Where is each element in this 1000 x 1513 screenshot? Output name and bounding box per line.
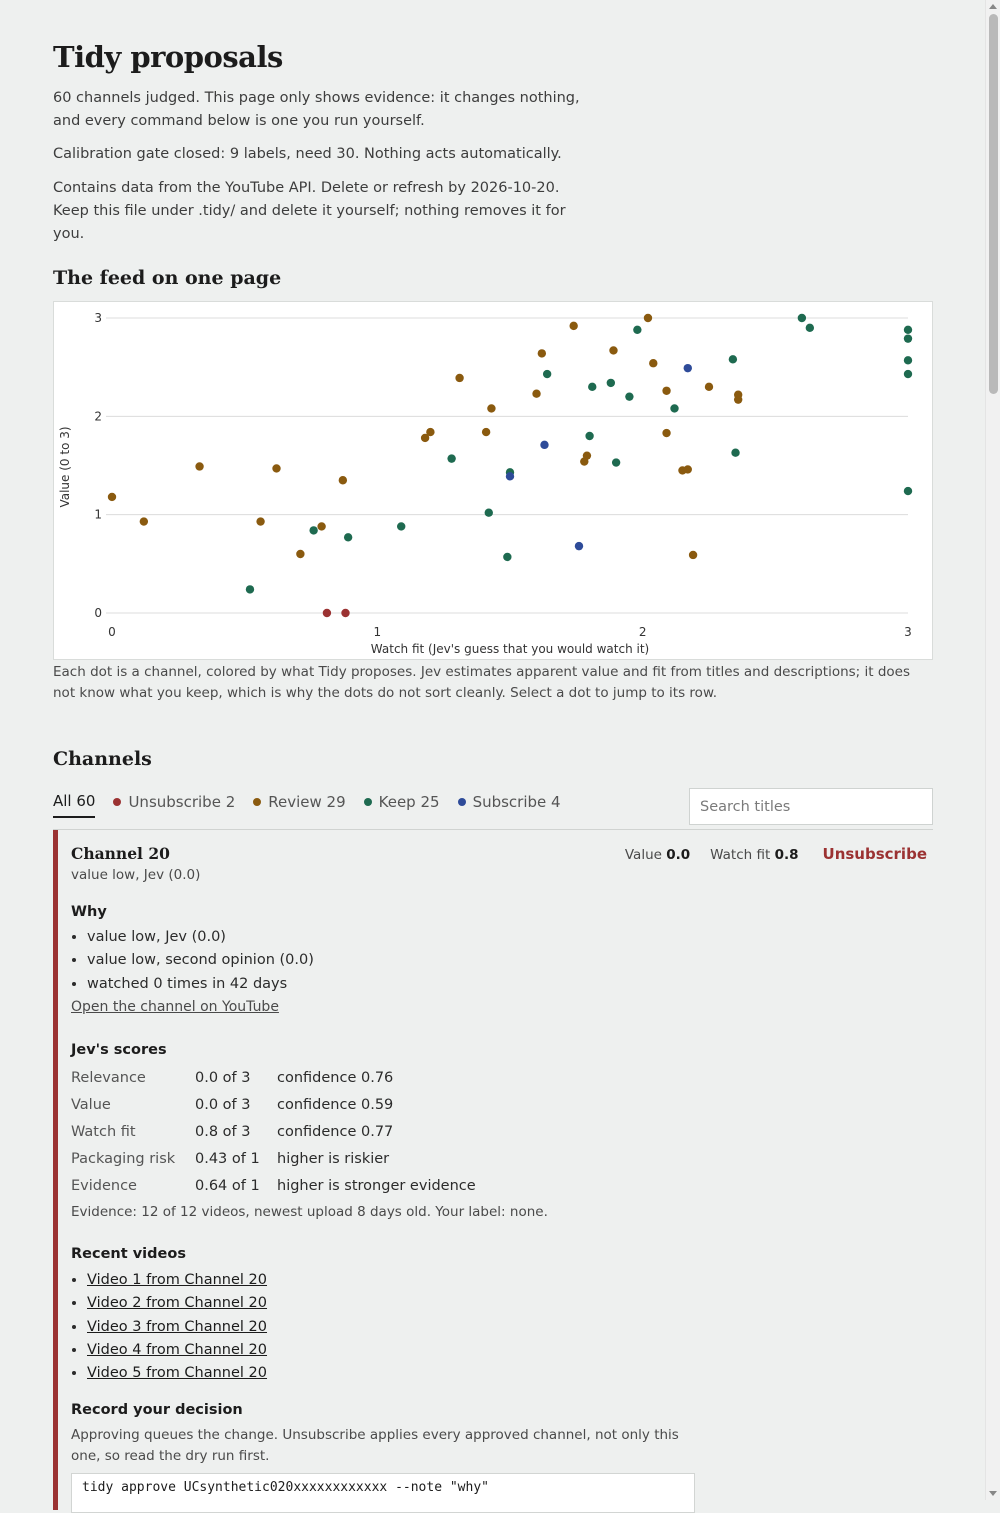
chart-caption: Each dot is a channel, colored by what Tidy proposes. Jev estimates apparent value and fit from titles and descriptions; it does not know what you keep, which is why the dots do not sort cleanly. Select a dot to jump to its row.: [53, 664, 911, 701]
score-note: higher is stronger evidence: [277, 1178, 476, 1195]
feed-heading: The feed on one page: [53, 267, 282, 289]
calibration-note: Calibration gate closed: 9 labels, need 30. Nothing acts automatically.: [53, 146, 562, 162]
channel-dot-subscribe[interactable]: [684, 364, 692, 372]
x-tick-label: 2: [638, 625, 647, 639]
x-tick-label: 3: [904, 625, 912, 639]
channel-dot-subscribe[interactable]: [575, 542, 583, 550]
channel-dot-review[interactable]: [569, 322, 577, 330]
score-value: 0.0 of 3: [195, 1069, 251, 1086]
why-item: • value low, Jev (0.0): [87, 926, 314, 949]
channel-dot-keep[interactable]: [447, 454, 455, 462]
scroll-up-icon[interactable]: [989, 4, 997, 9]
channel-metrics: [625, 845, 927, 863]
channel-dot-review[interactable]: [644, 314, 652, 322]
channel-dot-review[interactable]: [538, 349, 546, 357]
score-value: 0.0 of 3: [195, 1096, 251, 1113]
subscribe-dot-icon: [458, 798, 466, 806]
video-link[interactable]: Video 1 from Channel 20: [87, 1272, 268, 1288]
filter-label: Review 29: [268, 793, 346, 811]
channel-dot-review[interactable]: [455, 374, 463, 382]
channel-dot-review[interactable]: [705, 383, 713, 391]
filter-label: Subscribe 4: [472, 793, 561, 811]
why-heading: Why: [71, 904, 107, 920]
filter-all[interactable]: [53, 792, 95, 818]
channel-dot-review[interactable]: [426, 428, 434, 436]
decision-heading: Record your decision: [71, 1402, 243, 1418]
score-label: Watch fit: [71, 1123, 136, 1140]
page-title: Tidy proposals: [53, 40, 283, 74]
video-link[interactable]: Video 4 from Channel 20: [87, 1341, 268, 1358]
fit-metric-label: Watch fit: [710, 847, 771, 863]
channel-dot-review[interactable]: [272, 464, 280, 472]
score-row: [71, 1146, 476, 1173]
channel-dot-review[interactable]: [662, 387, 670, 395]
x-tick-label: 0: [108, 625, 116, 639]
score-row: [71, 1118, 476, 1145]
score-value: 0.43 of 1: [195, 1151, 260, 1168]
channel-dot-review[interactable]: [296, 550, 304, 558]
scroll-down-icon[interactable]: [989, 1491, 997, 1496]
video-link[interactable]: Video 2 from Channel 20: [87, 1295, 268, 1312]
channel-dot-unsubscribe[interactable]: [341, 609, 349, 617]
channel-dot-review[interactable]: [684, 465, 692, 473]
youtube-channel-link[interactable]: Open the channel on YouTube: [71, 999, 279, 1015]
video-item: [87, 1269, 267, 1292]
score-row: [71, 1091, 476, 1118]
channel-dot-review[interactable]: [583, 451, 591, 459]
filter-label: Keep 25: [378, 793, 440, 811]
filter-label: All 60: [53, 792, 96, 810]
channel-dot-keep[interactable]: [904, 370, 912, 378]
score-value: 0.64 of 1: [195, 1178, 260, 1195]
videos-heading: Recent videos: [71, 1246, 186, 1262]
filter-tabs: [53, 792, 561, 818]
scroll-thumb[interactable]: [989, 14, 998, 394]
score-row: [71, 1064, 476, 1091]
review-dot-icon: [253, 798, 261, 806]
feed-chart: [53, 301, 933, 660]
channel-dot-keep[interactable]: [798, 314, 806, 322]
channel-dot-review[interactable]: [734, 391, 742, 399]
why-item: • value low, second opinion (0.0): [87, 949, 314, 972]
score-label: Packaging risk: [71, 1151, 176, 1168]
channel-dot-review[interactable]: [482, 428, 490, 436]
channel-dot-keep[interactable]: [344, 533, 352, 541]
scatter-plot: [54, 302, 932, 659]
search-input[interactable]: [689, 788, 933, 825]
channel-dot-review[interactable]: [649, 359, 657, 367]
channel-dot-keep[interactable]: [625, 392, 633, 400]
channel-dot-keep[interactable]: [806, 324, 814, 332]
score-row: [71, 1173, 476, 1200]
filter-label: Unsubscribe 2: [128, 793, 236, 811]
channel-dot-keep[interactable]: [588, 383, 596, 391]
channel-dot-review[interactable]: [689, 551, 697, 559]
channel-dot-review[interactable]: [487, 404, 495, 412]
channel-dot-keep[interactable]: [612, 458, 620, 466]
evidence-summary: Evidence: 12 of 12 videos, newest upload 8 days old. Your label: none.: [71, 1204, 548, 1220]
decision-text: Approving queues the change. Unsubscribe applies every approved channel, not only this one, so read the dry run first.: [71, 1427, 679, 1464]
channel-dot-keep[interactable]: [246, 585, 254, 593]
data-notice: Contains data from the YouTube API. Delete or refresh by 2026-10-20. Keep this file under .tidy/ and delete it yourself; nothing removes it for you.: [53, 180, 566, 242]
channel-dot-keep[interactable]: [585, 432, 593, 440]
filter-unsubscribe[interactable]: [113, 792, 235, 818]
video-link[interactable]: Video 5 from Channel 20: [87, 1365, 268, 1382]
score-label: Relevance: [71, 1069, 146, 1086]
filter-keep[interactable]: [364, 792, 440, 818]
channel-dot-review[interactable]: [256, 517, 264, 525]
channel-dot-keep[interactable]: [633, 326, 641, 334]
score-note: confidence 0.77: [277, 1123, 394, 1140]
channel-dot-unsubscribe[interactable]: [323, 609, 331, 617]
channel-dot-subscribe[interactable]: [540, 441, 548, 449]
channel-dot-review[interactable]: [317, 522, 325, 530]
channel-dot-review[interactable]: [195, 462, 203, 470]
channel-name: Channel 20: [71, 844, 170, 863]
channel-dot-keep[interactable]: [904, 334, 912, 342]
x-axis-label: Watch fit (Jev's guess that you would watch it): [370, 642, 650, 656]
value-metric-number: 0.0: [666, 847, 691, 863]
channel-card: [53, 830, 933, 1510]
video-link[interactable]: Video 3 from Channel 20: [87, 1318, 268, 1335]
score-note: higher is riskier: [277, 1151, 390, 1168]
videos-list: [71, 1269, 267, 1385]
video-item: [87, 1292, 267, 1315]
channel-dot-keep[interactable]: [503, 553, 511, 561]
y-axis-label: Value (0 to 3): [58, 426, 72, 508]
channel-summary: value low, Jev (0.0): [71, 867, 201, 883]
video-item: [87, 1316, 267, 1339]
x-tick-label: 1: [373, 625, 382, 639]
y-tick-label: 3: [94, 311, 102, 325]
why-list: [71, 926, 314, 996]
channel-dot-review[interactable]: [339, 476, 347, 484]
value-metric-label: Value: [624, 847, 662, 863]
y-tick-label: 2: [94, 409, 102, 424]
channel-dot-review[interactable]: [532, 390, 540, 398]
video-item: [87, 1362, 267, 1385]
approve-command[interactable]: tidy approve UCsynthetic020xxxxxxxxxxxx --note "why": [71, 1473, 695, 1513]
score-note: confidence 0.59: [277, 1096, 394, 1113]
channel-dot-keep[interactable]: [904, 487, 912, 495]
why-item: • watched 0 times in 42 days: [87, 973, 314, 996]
score-label: Evidence: [71, 1178, 137, 1195]
value-metric: [625, 847, 690, 863]
score-note: confidence 0.76: [277, 1069, 394, 1086]
page-scrollbar[interactable]: [985, 0, 1000, 1500]
channel-dot-keep[interactable]: [485, 509, 493, 517]
intro-summary: 60 channels judged. This page only shows evidence: it changes nothing, and every command below is one you run yourself.: [53, 90, 580, 129]
channel-dot-review[interactable]: [662, 429, 670, 437]
unsubscribe-action-button[interactable]: Unsubscribe: [822, 845, 927, 863]
scores-heading: Jev's scores: [71, 1042, 167, 1058]
channel-dot-review[interactable]: [108, 493, 116, 501]
fit-metric-number: 0.8: [774, 847, 799, 863]
channel-dot-keep[interactable]: [729, 355, 737, 363]
channel-dot-keep[interactable]: [607, 379, 615, 387]
channel-dot-keep[interactable]: [731, 449, 739, 457]
channel-dot-review[interactable]: [140, 517, 148, 525]
fit-metric: [710, 847, 798, 863]
score-value: 0.8 of 3: [195, 1123, 251, 1140]
video-item: [87, 1339, 267, 1362]
channel-dot-keep[interactable]: [670, 404, 678, 412]
filter-subscribe[interactable]: [458, 792, 561, 818]
channel-dot-keep[interactable]: [397, 522, 405, 530]
y-tick-label: 1: [94, 507, 102, 522]
channel-dot-subscribe[interactable]: [506, 472, 514, 480]
channels-heading: Channels: [53, 748, 152, 770]
score-label: Value: [71, 1096, 111, 1113]
channel-dot-review[interactable]: [609, 346, 617, 354]
keep-dot-icon: [364, 798, 372, 806]
scores-table: [71, 1064, 476, 1200]
y-tick-label: 0: [94, 606, 102, 620]
channel-dot-keep[interactable]: [904, 356, 912, 364]
channel-dot-keep[interactable]: [904, 326, 912, 334]
channel-dot-keep[interactable]: [543, 370, 551, 378]
filter-review[interactable]: [253, 792, 345, 818]
unsubscribe-dot-icon: [113, 798, 121, 806]
channel-dot-keep[interactable]: [309, 526, 317, 534]
